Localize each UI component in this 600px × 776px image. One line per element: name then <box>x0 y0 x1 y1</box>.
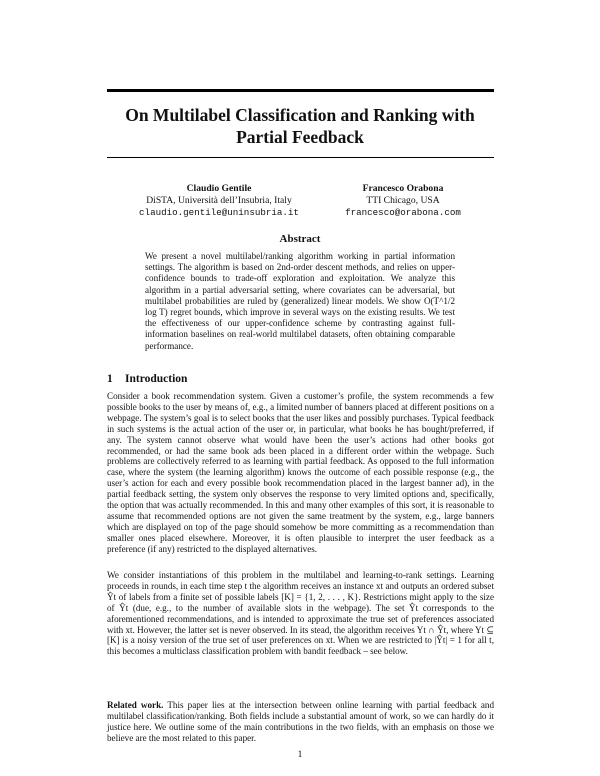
author-name: Francesco Orabona <box>362 183 444 194</box>
author-email: claudio.gentile@uninsubria.it <box>139 207 299 218</box>
intro-paragraph-2: We consider instantiations of this problem in the multilabel and learning-to-rank settings. Learning proceeds in rounds, in each time step t the algorithm receives an instance xt and outputs an ordered subset Ŷt of labels from a finite set of possible labels [K] = {1, 2, . . . , K}. Restrictions might apply to the size of Ŷt (due, e.g., to the number of available slots in the webpage). The set Ŷt corresponds to the aforementioned recommendations, and is intended to approximate the true set of preferences associated with xt. However, the latter set is never observed. In its stead, the algorithm receives Yt ∩ Ŷt, where Yt ⊆ [K] is a noisy version of the true set of user preferences on xt. When we are restricted to |Ŷt| = 1 for all t, this becomes a multiclass classification problem with bandit feedback – see below. <box>107 570 494 657</box>
author-block-2 <box>288 183 518 219</box>
paper-title: On Multilabel Classification and Ranking with Partial Feedback <box>125 105 475 147</box>
abstract-heading: Abstract <box>279 233 321 245</box>
section-number: 1 <box>107 373 113 385</box>
author-email: francesco@orabona.com <box>345 207 461 218</box>
section-heading <box>107 373 187 385</box>
title-bottom-rule <box>107 157 494 158</box>
author-affiliation: DiSTA, Università dell’Insubria, Italy <box>146 195 292 206</box>
intro-paragraph-1: Consider a book recommendation system. Given a customer’s profile, the system recommends a few possible books to the user by means of, e.g., a limited number of banners placed at different positions on a webpage. The system’s goal is to select books that the user likes and possibly purchases. Typical feedback in such systems is the actual action of the user or, in particular, what books he has bought/preferred, if any. The system cannot observe what would have been the user’s actions had other books got recommended, or had the same book ads been placed in a different order within the webpage. Such problems are collectively referred to as learning with partial feedback. As opposed to the full information case, where the system (the learning algorithm) knows the outcome of each possible response (e.g., the user’s action for each and every possible book recommendation placed in the largest banner ad), in the partial feedback setting, the system only observes the response to very limited options and, specifically, the option that was actually recommended. In this and many other examples of this sort, it is reasonable to assume that recommended options are not given the same treatment by the system, e.g., large banners which are displayed on top of the page should somehow be more committing as a recommendation than smaller ones placed elsewhere. Moreover, it is often plausible to interpret the user feedback as a preference (if any) restricted to the displayed alternatives. <box>107 391 494 554</box>
page-number: 1 <box>297 750 303 760</box>
related-work-paragraph <box>107 700 494 744</box>
author-affiliation: TTI Chicago, USA <box>366 195 440 206</box>
abstract-text: We present a novel multilabel/ranking algorithm working in partial information settings. The algorithm is based on 2nd-order descent methods, and relies on upper-confidence bounds to trade-off exploration and exploitation. We analyze this algorithm in a partial adversarial setting, where covariates can be adversarial, but multilabel probabilities are ruled by (generalized) linear models. We show O(T^1/2 log T) regret bounds, which improve in several ways on the existing results. We test the effectiveness of our upper-confidence scheme by contrasting against full-information baselines on real-world multilabel datasets, often obtaining comparable performance. <box>145 251 455 351</box>
title-top-rule <box>107 89 494 92</box>
related-work-label: Related work. <box>107 700 164 710</box>
author-name: Claudio Gentile <box>186 183 252 194</box>
related-work-text: This paper lies at the intersection between online learning with partial feedback and multilabel classification/ranking. Both fields include a substantial amount of work, so we can hardly do it justice here. We outline some of the main contributions in the two fields, with an emphasis on those we believe are the most related to this paper. <box>107 700 494 743</box>
section-title: Introduction <box>125 373 188 385</box>
